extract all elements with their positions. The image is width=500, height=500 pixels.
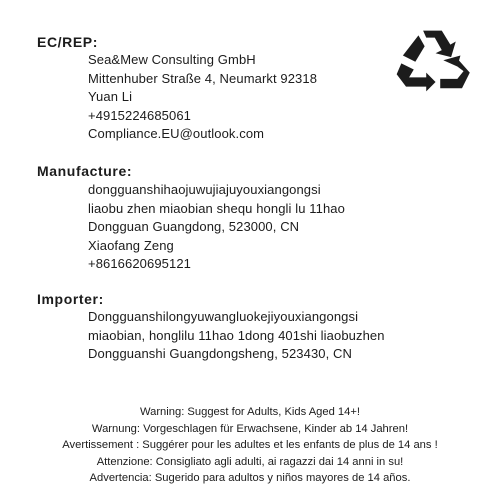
ec-rep-address: Mittenhuber Straße 4, Neumarkt 92318: [88, 70, 318, 86]
warning-de: Warnung: Vorgeschlagen für Erwachsene, Kinder ab 14 Jahren!: [91, 422, 409, 435]
importer-heading: Importer:: [37, 291, 104, 307]
manufacture-block: [88, 181, 345, 274]
importer-street: miaobian, honglilu 11hao 1dong 401shi liaobuzhen: [88, 327, 385, 343]
ec-rep-email: Compliance.EU@outlook.com: [88, 126, 265, 141]
ec-rep-company: Sea&Mew Consulting GmbH: [88, 52, 256, 67]
manufacture-contact-name: Xiaofang Zeng: [88, 237, 174, 253]
warnings-block: [0, 404, 500, 487]
manufacture-heading: Manufacture:: [37, 163, 133, 179]
ec-rep-contact-name: Yuan Li: [88, 89, 133, 104]
manufacture-phone: +8616620695121: [88, 256, 191, 271]
recycle-icon: [395, 26, 473, 96]
ec-rep-block: [88, 51, 317, 144]
importer-block: [88, 308, 385, 364]
importer-company: Dongguanshilongyuwangluokejiyouxiangongsi: [88, 309, 359, 324]
manufacture-company: dongguanshihaojuwujiajuyouxiangongsi: [88, 182, 321, 197]
warning-fr: Avertissement : Suggérer pour les adultes et les enfants de plus de 14 ans !: [62, 439, 438, 451]
manufacture-city: Dongguan Guangdong, 523000, CN: [88, 219, 300, 234]
warning-es: Advertencia: Sugerido para adultos y niños mayores de 14 años.: [89, 472, 411, 484]
importer-city: Dongguanshi Guangdongsheng, 523430, CN: [88, 346, 353, 361]
ec-rep-heading: EC/REP:: [37, 34, 98, 50]
warning-it: Attenzione: Consigliato agli adulti, ai ragazzi dai 14 anni in su!: [96, 455, 404, 468]
manufacture-street: liaobu zhen miaobian shequ hongli lu 11hao: [88, 200, 345, 216]
ec-rep-phone: +4915224685061: [88, 107, 191, 123]
warning-en: Warning: Suggest for Adults, Kids Aged 14+!: [139, 406, 361, 418]
